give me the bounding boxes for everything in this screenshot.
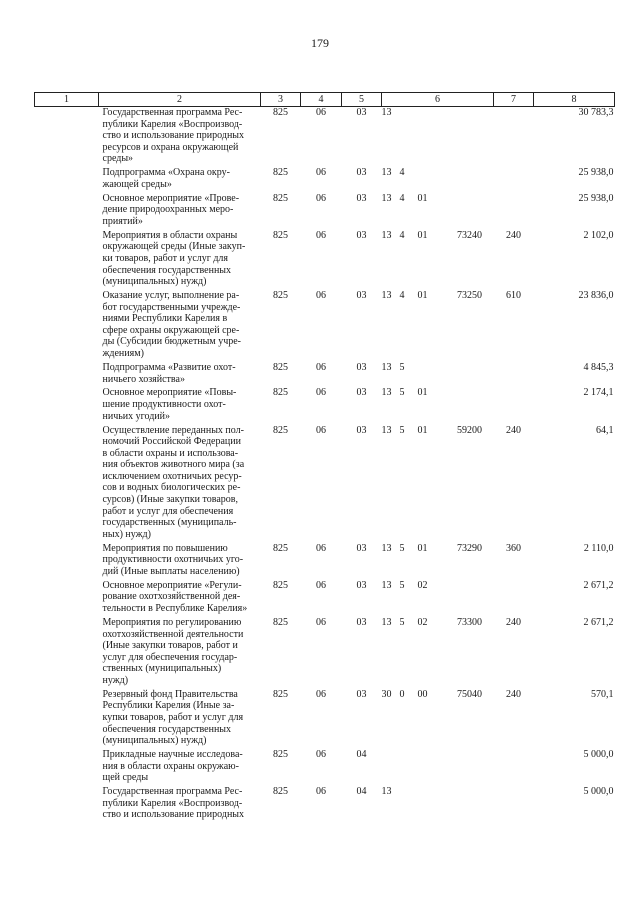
amount: 2 174,1 — [583, 387, 614, 399]
target-code-program: 13 — [381, 361, 392, 373]
target-code-program: 13 — [381, 542, 392, 554]
expense-type-code — [494, 362, 534, 387]
empty-cell — [35, 167, 99, 192]
section-code: 06 — [316, 579, 326, 591]
section-code: 06 — [316, 749, 326, 761]
section-code: 06 — [316, 290, 326, 302]
ministry-code: 825 — [273, 688, 288, 700]
table-row — [35, 689, 615, 749]
target-code-subprogram: 4 — [399, 229, 405, 241]
item-name: Основное мероприятие «Прове- дение природоохранных меро- приятий» — [102, 192, 240, 227]
section-code: 06 — [316, 107, 326, 118]
amount: 23 836,0 — [578, 290, 614, 302]
table-row — [35, 580, 615, 617]
subsection-code: 03 — [356, 290, 367, 302]
target-code-program: 13 — [381, 579, 392, 591]
expense-type-code: 240 — [506, 229, 521, 241]
ministry-code: 825 — [273, 786, 288, 798]
item-name: Мероприятия по повышению продуктивности охотничьих уго- дий (Иные выплаты населению) — [102, 542, 244, 577]
section-code: 06 — [316, 786, 326, 798]
expense-type-code — [494, 193, 534, 230]
empty-cell — [35, 193, 99, 230]
ministry-code: 825 — [273, 290, 288, 302]
target-code-program: 13 — [381, 616, 392, 628]
target-code-subprogram: 5 — [399, 616, 405, 628]
empty-cell — [35, 387, 99, 424]
table-row — [35, 749, 615, 786]
amount: 2 671,2 — [583, 616, 614, 628]
page-number: 179 — [311, 36, 329, 50]
column-header: 5 — [342, 93, 382, 107]
ministry-code: 825 — [273, 387, 288, 399]
target-code-direction — [446, 786, 494, 823]
amount: 64,1 — [596, 424, 614, 436]
ministry-code: 825 — [273, 542, 288, 554]
subsection-code: 03 — [356, 688, 367, 700]
target-code-direction — [446, 193, 494, 230]
target-code-direction: 73240 — [457, 229, 482, 241]
target-code-program: 13 — [381, 387, 392, 399]
subsection-code: 03 — [356, 167, 367, 179]
item-name: Подпрограмма «Развитие охот- ничьего хозяйства» — [102, 361, 236, 385]
column-header: 4 — [301, 93, 342, 107]
empty-cell — [35, 689, 99, 749]
table-row — [35, 167, 615, 192]
target-code-subprogram: 4 — [399, 192, 405, 204]
subsection-code: 03 — [356, 424, 367, 436]
subsection-code: 03 — [356, 192, 367, 204]
target-code-program: 30 — [381, 688, 392, 700]
subsection-code: 03 — [356, 579, 367, 591]
section-code: 06 — [316, 387, 326, 399]
table-row — [35, 107, 615, 168]
column-header: 6 — [382, 93, 494, 107]
target-code-subprogram — [400, 749, 418, 786]
target-code-program: 13 — [381, 229, 392, 241]
empty-cell — [35, 425, 99, 543]
empty-cell — [35, 107, 99, 168]
target-code-direction — [446, 362, 494, 387]
column-header-row — [35, 93, 615, 107]
table-body — [35, 107, 615, 824]
expense-type-code — [494, 786, 534, 823]
column-header: 2 — [99, 93, 261, 107]
budget-table — [34, 92, 615, 823]
target-code-subprogram: 4 — [399, 167, 405, 179]
column-header: 1 — [35, 93, 99, 107]
table-row — [35, 617, 615, 689]
section-code: 06 — [316, 542, 326, 554]
target-code-event: 01 — [417, 290, 428, 302]
subsection-code: 03 — [356, 616, 367, 628]
target-code-subprogram: 0 — [399, 688, 405, 700]
item-name: Государственная программа Рес- публики Карелия «Воспроизвод- ство и использование природных ресурсов и охрана окружающей среды» — [102, 107, 245, 165]
column-header: 3 — [261, 93, 301, 107]
target-code-direction — [446, 107, 494, 168]
target-code-direction — [446, 580, 494, 617]
target-code-program — [382, 749, 400, 786]
target-code-event: 01 — [417, 542, 428, 554]
target-code-direction: 73290 — [457, 542, 482, 554]
target-code-program: 13 — [381, 192, 392, 204]
item-name: Осуществление переданных пол- номочий Российской Федерации в области охраны и использова- ния объектов животного мира (за исключением охотничьих ресур- сов и водных биологических ре- сурсов) (Иные закупки товаров, работ и услуг для обеспечения государственных (муниципаль- ных) нужд) — [102, 424, 245, 540]
subsection-code: 04 — [356, 786, 367, 798]
amount: 5 000,0 — [583, 786, 614, 798]
ministry-code: 825 — [273, 167, 288, 179]
ministry-code: 825 — [273, 192, 288, 204]
section-code: 06 — [316, 192, 326, 204]
table-row — [35, 387, 615, 424]
target-code-program: 13 — [381, 786, 392, 798]
target-code-direction: 75040 — [457, 688, 482, 700]
ministry-code: 825 — [273, 229, 288, 241]
expense-type-code — [494, 580, 534, 617]
expense-type-code: 240 — [506, 424, 521, 436]
target-code-direction: 73300 — [457, 616, 482, 628]
target-code-event: 00 — [417, 688, 428, 700]
subsection-code: 03 — [356, 107, 367, 118]
ministry-code: 825 — [273, 579, 288, 591]
target-code-subprogram: 5 — [399, 542, 405, 554]
expense-type-code — [494, 749, 534, 786]
target-code-program: 13 — [381, 167, 392, 179]
subsection-code: 03 — [356, 387, 367, 399]
target-code-event: 01 — [417, 424, 428, 436]
empty-cell — [35, 617, 99, 689]
ministry-code: 825 — [273, 749, 288, 761]
item-name: Резервный фонд Правительства Республики Карелия (Иные за- купки товаров, работ и услуг для обеспечения государственных (муниципальных) нужд) — [102, 688, 244, 747]
item-name: Мероприятия по регулированию охотхозяйственной деятельности (Иные закупки товаров, работ и услуг для обеспечения государ- ственных (муниципальных) нужд) — [102, 616, 244, 686]
target-code-event — [418, 107, 446, 168]
subsection-code: 04 — [356, 749, 367, 761]
expense-type-code — [494, 167, 534, 192]
target-code-subprogram: 5 — [399, 424, 405, 436]
section-code: 06 — [316, 424, 326, 436]
empty-cell — [35, 749, 99, 786]
target-code-event: 02 — [417, 616, 428, 628]
item-name: Прикладные научные исследова- ния в области охраны окружаю- щей среды — [102, 749, 243, 784]
empty-cell — [35, 362, 99, 387]
expense-type-code: 360 — [506, 542, 521, 554]
target-code-event: 01 — [417, 192, 428, 204]
amount: 5 000,0 — [583, 749, 614, 761]
amount: 570,1 — [591, 688, 614, 700]
amount: 25 938,0 — [578, 167, 614, 179]
item-name: Оказание услуг, выполнение ра- бот государственными учрежде- ниями Республики Карелия в сфере охраны окружающей сре- ды (Субсидии бюджетным учре- ждениям) — [102, 290, 242, 360]
target-code-subprogram — [400, 786, 418, 823]
subsection-code: 03 — [356, 361, 367, 373]
target-code-direction — [446, 749, 494, 786]
amount: 2 671,2 — [583, 579, 614, 591]
table-row — [35, 425, 615, 543]
item-name: Государственная программа Рес- публики Карелия «Воспроизвод- ство и использование природных — [102, 786, 245, 821]
target-code-event: 01 — [417, 229, 428, 241]
target-code-event — [418, 786, 446, 823]
target-code-program: 13 — [381, 107, 392, 118]
expense-type-code: 240 — [506, 616, 521, 628]
target-code-subprogram: 5 — [399, 579, 405, 591]
expense-type-code: 610 — [506, 290, 521, 302]
column-header: 7 — [494, 93, 534, 107]
target-code-event — [418, 362, 446, 387]
ministry-code: 825 — [273, 616, 288, 628]
expense-type-code — [494, 107, 534, 168]
section-code: 06 — [316, 688, 326, 700]
subsection-code: 03 — [356, 542, 367, 554]
budget-table-container — [34, 92, 614, 823]
target-code-event — [418, 167, 446, 192]
section-code: 06 — [316, 616, 326, 628]
item-name: Мероприятия в области охраны окружающей среды (Иные закуп- ки товаров, работ и услуг для обеспечения государственных (муниципальных) нужд) — [102, 229, 246, 288]
item-name: Основное мероприятие «Регули- рование охотхозяйственной дея- тельности в Республике Карелия» — [102, 579, 248, 615]
target-code-subprogram: 5 — [399, 361, 405, 373]
target-code-event: 01 — [417, 387, 428, 399]
section-code: 06 — [316, 167, 326, 179]
target-code-subprogram: 5 — [399, 387, 405, 399]
amount: 25 938,0 — [578, 192, 614, 204]
target-code-event: 02 — [417, 579, 428, 591]
empty-cell — [35, 543, 99, 580]
subsection-code: 03 — [356, 229, 367, 241]
table-row — [35, 362, 615, 387]
target-code-program: 13 — [381, 424, 392, 436]
ministry-code: 825 — [273, 361, 288, 373]
target-code-subprogram — [400, 107, 418, 168]
amount: 2 110,0 — [583, 542, 614, 554]
table-row — [35, 290, 615, 362]
item-name: Подпрограмма «Охрана окру- жающей среды» — [102, 167, 230, 190]
item-name: Основное мероприятие «Повы- шение продуктивности охот- ничьих угодий» — [102, 387, 237, 422]
table-row — [35, 230, 615, 290]
ministry-code: 825 — [273, 107, 288, 118]
target-code-event — [418, 749, 446, 786]
amount: 2 102,0 — [583, 229, 614, 241]
table-row — [35, 193, 615, 230]
empty-cell — [35, 290, 99, 362]
amount: 30 783,3 — [578, 107, 614, 118]
amount: 4 845,3 — [583, 361, 614, 373]
target-code-program: 13 — [381, 290, 392, 302]
target-code-direction — [446, 387, 494, 424]
expense-type-code — [494, 387, 534, 424]
expense-type-code: 240 — [506, 688, 521, 700]
section-code: 06 — [316, 229, 326, 241]
target-code-direction — [446, 167, 494, 192]
target-code-direction: 73250 — [457, 290, 482, 302]
section-code: 06 — [316, 361, 326, 373]
target-code-direction: 59200 — [457, 424, 482, 436]
column-header: 8 — [534, 93, 615, 107]
table-row — [35, 786, 615, 823]
target-code-subprogram: 4 — [399, 290, 405, 302]
table-row — [35, 543, 615, 580]
empty-cell — [35, 580, 99, 617]
empty-cell — [35, 230, 99, 290]
empty-cell — [35, 786, 99, 823]
ministry-code: 825 — [273, 424, 288, 436]
